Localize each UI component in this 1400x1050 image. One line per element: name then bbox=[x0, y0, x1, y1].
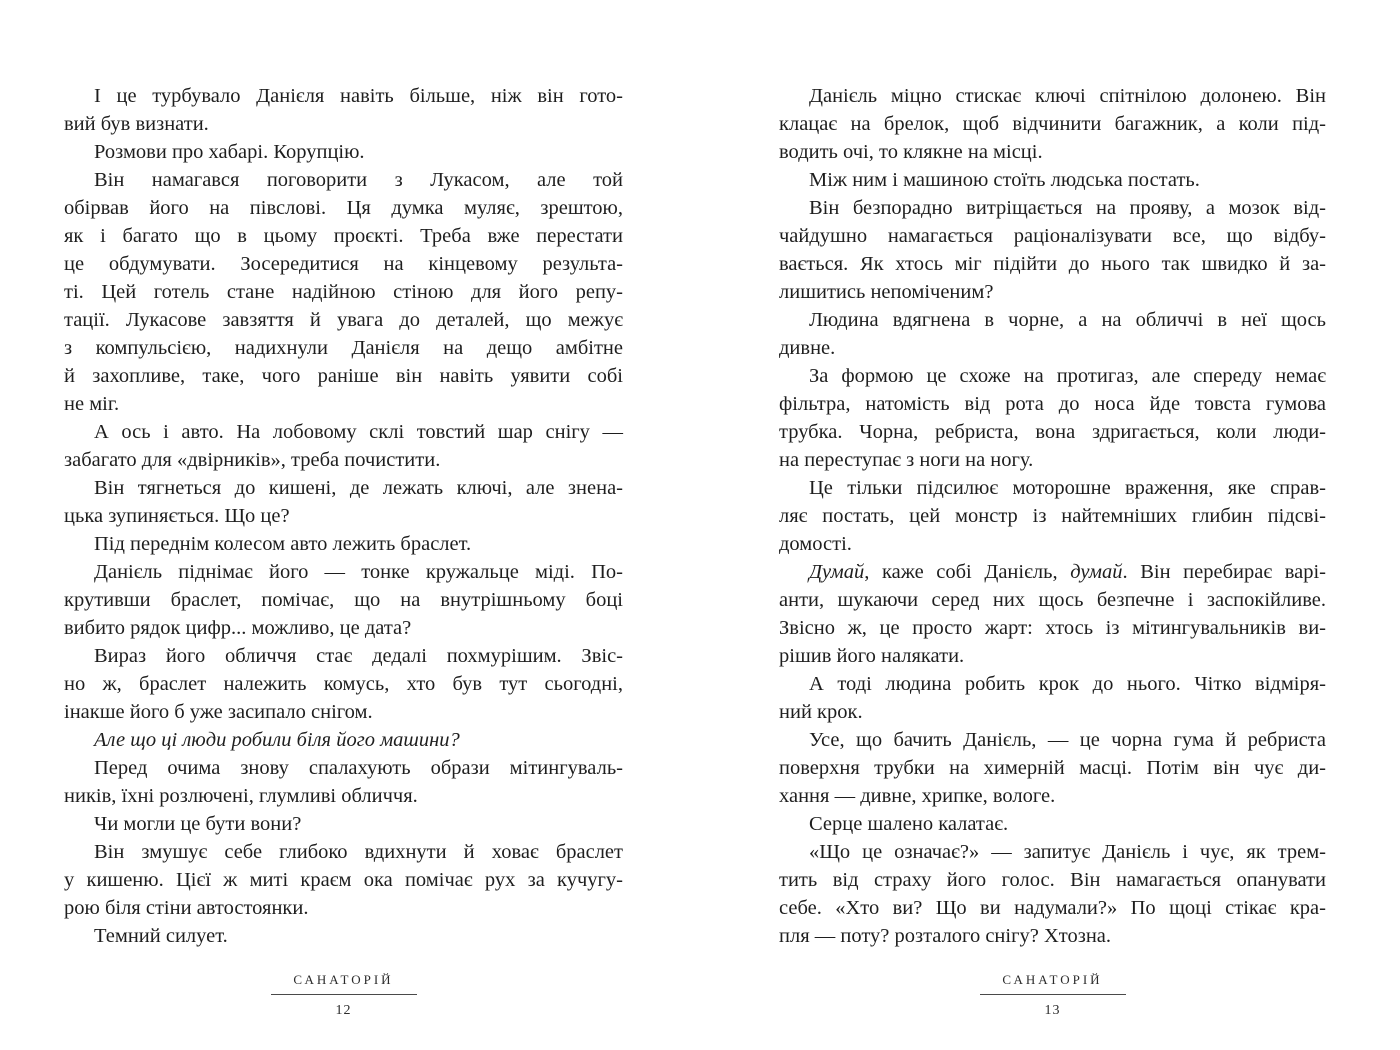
page-number: 13 bbox=[1044, 1003, 1061, 1018]
text-line: цька зупиняється. Що це? bbox=[64, 505, 290, 527]
text-line: Данієль міцно стискає ключі спітнілою долонею. Він bbox=[809, 85, 1326, 107]
text-line: інакше його б уже засипало снігом. bbox=[64, 701, 373, 723]
text-line: Усе, що бачить Данієль, — це чорна гума й ребриста bbox=[809, 729, 1326, 751]
text-line: фільтра, натомість від рота до носа йде товста гумова bbox=[779, 393, 1326, 415]
text-line: тить від страху його голос. Він намагається опанувати bbox=[779, 869, 1326, 891]
text-line: не міг. bbox=[64, 393, 120, 415]
text-line: себе. «Хто ви? Що ви надумали?» По щоці стікає кра- bbox=[779, 897, 1326, 919]
page-text-right bbox=[779, 82, 1326, 950]
text-line: водить очі, то клякне на місці. bbox=[779, 141, 1043, 163]
text-line: Але що ці люди робили біля його машини? bbox=[94, 729, 460, 751]
text-line: забагато для «двірників», треба почистити. bbox=[64, 449, 441, 471]
text-line: ний крок. bbox=[779, 701, 863, 723]
text-line: рішив його налякати. bbox=[779, 645, 965, 667]
text-line: А ось і авто. На лобовому склі товстий шар снігу — bbox=[94, 421, 623, 443]
text-line: рою біля стіни автостоянки. bbox=[64, 897, 309, 919]
text-line: ників, їхні розлючені, глумливі обличчя. bbox=[64, 785, 418, 807]
text-line: вий був визнати. bbox=[64, 113, 209, 135]
text-line: Перед очима знову спалахують образи мітингуваль- bbox=[94, 757, 623, 779]
text-line: Між ним і машиною стоїть людська постать. bbox=[809, 169, 1200, 191]
text-line: обірвав його на півслові. Ця думка муляє, зрештою, bbox=[64, 197, 623, 219]
text-line: вибито рядок цифр... можливо, це дата? bbox=[64, 617, 412, 639]
text-line: ляє постать, цей монстр із найтемніших глибин підсві- bbox=[779, 505, 1326, 527]
text-line: Людина вдягнена в чорне, а на обличчі в неї щось bbox=[809, 309, 1326, 331]
text-line: як і багато що в цьому проєкті. Треба вже перестати bbox=[64, 225, 623, 247]
book-page-left bbox=[64, 0, 623, 1050]
text-line: Думай, каже собі Данієль, думай. Він перебирає варі- bbox=[809, 561, 1327, 583]
text-line: Він змушує себе глибоко вдихнути й ховає браслет bbox=[94, 841, 623, 863]
text-line: анти, шукаючи серед них щось безпечне і заспокійливе. bbox=[779, 589, 1326, 611]
text-line: хання — дивне, хрипке, вологе. bbox=[779, 785, 1056, 807]
text-line: це обдумувати. Зосередитися на кінцевому результа- bbox=[64, 253, 623, 275]
footer-rule bbox=[271, 994, 417, 995]
text-line: За формою це схоже на протигаз, але спереду немає bbox=[809, 365, 1326, 387]
text-line: Він тягнеться до кишені, де лежать ключі, але знена- bbox=[94, 477, 623, 499]
text-line: трубка. Чорна, ребриста, вона здригається, коли люди- bbox=[779, 421, 1326, 443]
page-footer-left bbox=[64, 972, 623, 1019]
page-footer-right bbox=[779, 972, 1326, 1019]
text-line: Він намагався поговорити з Лукасом, але той bbox=[94, 169, 623, 191]
text-line: з компульсією, надихнули Данієля на дещо амбітне bbox=[64, 337, 623, 359]
page-number: 12 bbox=[335, 1003, 352, 1018]
text-line: Це тільки підсилює моторошне враження, яке справ- bbox=[809, 477, 1326, 499]
text-line: І це турбувало Данієля навіть більше, ніж він гото- bbox=[94, 85, 623, 107]
text-line: Серце шалено калатає. bbox=[809, 813, 1009, 835]
text-line: й захопливе, таке, чого раніше він навіть уявити собі bbox=[64, 365, 623, 387]
page-text-left bbox=[64, 82, 623, 950]
text-line: Під переднім колесом авто лежить браслет. bbox=[94, 533, 472, 555]
text-line: вається. Як хтось міг підійти до нього так швидко й за- bbox=[779, 253, 1326, 275]
text-line: дивне. bbox=[779, 337, 836, 359]
text-line: Розмови про хабарі. Корупцію. bbox=[94, 141, 365, 163]
text-line: крутивши браслет, помічає, що на внутрішньому боці bbox=[64, 589, 623, 611]
text-line: поверхня трубки на химерній масці. Потім він чує ди- bbox=[779, 757, 1326, 779]
text-line: на переступає з ноги на ногу. bbox=[779, 449, 1034, 471]
text-line: у кишеню. Цієї ж миті краєм ока помічає рух за кучугу- bbox=[64, 869, 623, 891]
text-line: Темний силует. bbox=[94, 925, 228, 947]
text-line: ті. Цей готель стане надійною стіною для його репу- bbox=[64, 281, 623, 303]
footer-rule bbox=[980, 994, 1126, 995]
text-line: тації. Лукасове завзяття й увага до деталей, що межує bbox=[64, 309, 623, 331]
text-line: клацає на брелок, щоб відчинити багажник, а коли під- bbox=[779, 113, 1326, 135]
text-line: Данієль піднімає його — тонке кружальце міді. По- bbox=[94, 561, 623, 583]
running-title: САНАТОРІЙ bbox=[1002, 972, 1103, 987]
text-line: Вираз його обличчя стає дедалі похмурішим. Звіс- bbox=[94, 645, 623, 667]
book-page-right bbox=[779, 0, 1326, 1050]
text-line: Чи могли це бути вони? bbox=[94, 813, 302, 835]
text-line: чайдушно намагається раціоналізувати все, що відбу- bbox=[779, 225, 1326, 247]
running-title: САНАТОРІЙ bbox=[293, 972, 394, 987]
text-line: А тоді людина робить крок до нього. Чітко відміря- bbox=[809, 673, 1326, 695]
text-line: пля — поту? розталого снігу? Хтозна. bbox=[779, 925, 1112, 947]
text-line: домості. bbox=[779, 533, 852, 555]
text-line: «Що це означає?» — запитує Данієль і чує, як трем- bbox=[809, 841, 1326, 863]
text-line: лишитись непоміченим? bbox=[779, 281, 994, 303]
text-line: Він безпорадно витріщається на прояву, а мозок від- bbox=[809, 197, 1326, 219]
text-line: Звісно ж, це просто жарт: хтось із мітингувальників ви- bbox=[779, 617, 1326, 639]
text-line: но ж, браслет належить комусь, хто був тут сьогодні, bbox=[64, 673, 623, 695]
